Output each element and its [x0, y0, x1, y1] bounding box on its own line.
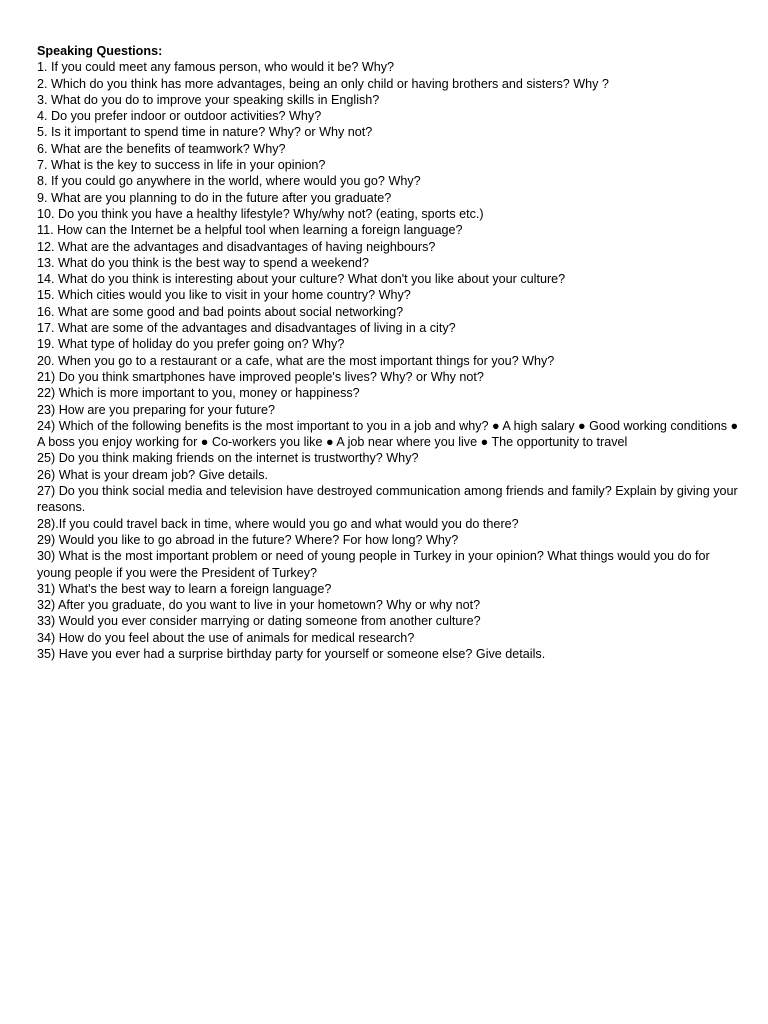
question-item: 12. What are the advantages and disadvantages of having neighbours? [37, 239, 436, 254]
question-item: 21) Do you think smartphones have improved people's lives? Why? or Why not? [37, 369, 484, 384]
question-item: 23) How are you preparing for your future? [37, 402, 276, 417]
question-list [37, 59, 747, 662]
document-title: Speaking Questions: [37, 44, 163, 58]
question-item: 31) What's the best way to learn a foreign language? [37, 581, 332, 596]
question-item: 29) Would you like to go abroad in the future? Where? For how long? Why? [37, 532, 459, 547]
question-item: 2. Which do you think has more advantages, being an only child or having brothers and sisters? Why ? [37, 76, 609, 91]
question-item: 20. When you go to a restaurant or a cafe, what are the most important things for you? Why? [37, 353, 555, 368]
question-item: 19. What type of holiday do you prefer going on? Why? [37, 337, 345, 352]
question-item: 13. What do you think is the best way to spend a weekend? [37, 255, 369, 270]
document-page [37, 43, 747, 662]
question-item: 17. What are some of the advantages and disadvantages of living in a city? [37, 321, 456, 336]
question-item: 22) Which is more important to you, money or happiness? [37, 386, 360, 401]
question-item: 34) How do you feel about the use of animals for medical research? [37, 630, 415, 645]
question-item: 28).If you could travel back in time, where would you go and what would you do there? [37, 516, 519, 531]
question-item: 1. If you could meet any famous person, who would it be? Why? [37, 60, 395, 75]
question-item: 3. What do you do to improve your speaking skills in English? [37, 92, 380, 107]
question-item: 5. Is it important to spend time in nature? Why? or Why not? [37, 125, 373, 140]
question-item: 27) Do you think social media and television have destroyed communication among friends and family? Explain by giving your reasons. [37, 484, 738, 515]
question-item: 35) Have you ever had a surprise birthday party for yourself or someone else? Give details. [37, 646, 546, 661]
question-item: 33) Would you ever consider marrying or dating someone from another culture? [37, 614, 481, 629]
question-item: 32) After you graduate, do you want to live in your hometown? Why or why not? [37, 598, 481, 613]
question-item: 14. What do you think is interesting about your culture? What don't you like about your culture? [37, 272, 566, 287]
question-item: 25) Do you think making friends on the internet is trustworthy? Why? [37, 451, 419, 466]
question-item: 26) What is your dream job? Give details. [37, 467, 268, 482]
question-item: 7. What is the key to success in life in your opinion? [37, 158, 326, 173]
question-item: 16. What are some good and bad points about social networking? [37, 304, 404, 319]
question-item: 4. Do you prefer indoor or outdoor activities? Why? [37, 109, 322, 124]
question-item: 10. Do you think you have a healthy lifestyle? Why/why not? (eating, sports etc.) [37, 206, 484, 221]
question-item: 6. What are the benefits of teamwork? Why? [37, 141, 286, 156]
question-item: 11. How can the Internet be a helpful tool when learning a foreign language? [37, 223, 463, 238]
question-item: 30) What is the most important problem or need of young people in Turkey in your opinion? What things would you do for young people if you were the President of Turkey? [37, 549, 710, 580]
question-item: 8. If you could go anywhere in the world, where would you go? Why? [37, 174, 421, 189]
question-item: 9. What are you planning to do in the future after you graduate? [37, 190, 392, 205]
question-item: 15. Which cities would you like to visit in your home country? Why? [37, 288, 411, 303]
question-item: 24) Which of the following benefits is the most important to you in a job and why? ● A high salary ● Good working conditions ● A boss you enjoy working for ● Co-workers you like ● A job near where you live ● The opportunity to travel [37, 418, 739, 450]
